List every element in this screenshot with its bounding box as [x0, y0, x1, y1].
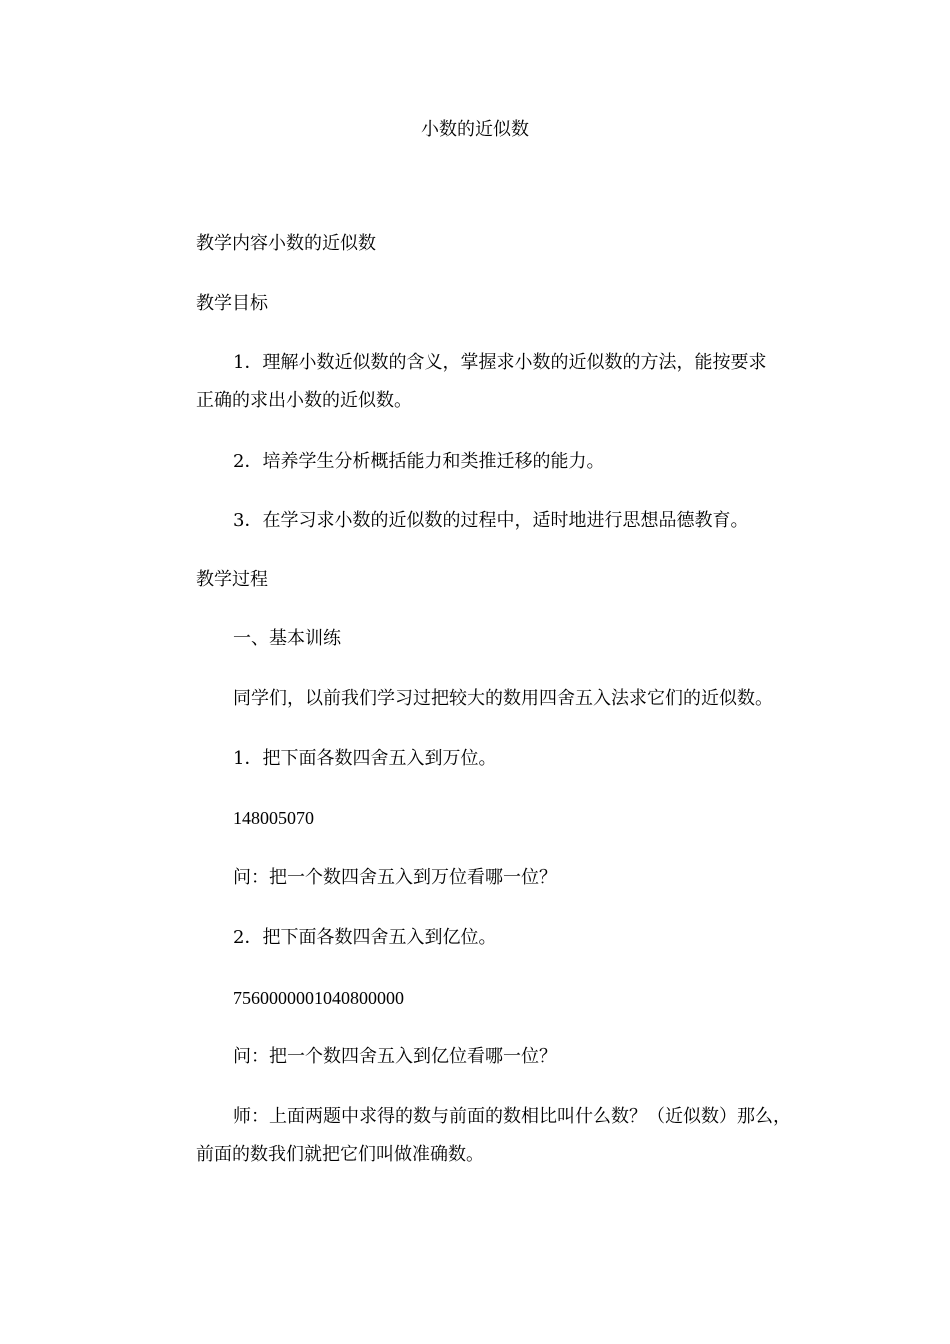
teacher-line-2: 前面的数我们就把它们叫做准确数。: [196, 1144, 484, 1165]
intro-paragraph: 同学们，以前我们学习过把较大的数用四舍五入法求它们的近似数。: [233, 688, 773, 709]
task-1-number: 148005070: [233, 808, 314, 828]
teacher-line-1: 师：上面两题中求得的数与前面的数相比叫什么数？（近似数）那么，: [233, 1106, 791, 1127]
task-1: 1．把下面各数四舍五入到万位。: [233, 748, 497, 769]
process-heading: 教学过程: [196, 569, 268, 590]
goals-heading: 教学目标: [196, 293, 268, 314]
task-2: 2．把下面各数四舍五入到亿位。: [233, 927, 497, 948]
goal-3: 3．在学习求小数的近似数的过程中，适时地进行思想品德教育。: [233, 510, 749, 531]
document-title: 小数的近似数: [421, 119, 529, 140]
goal-1-line-1: 1．理解小数近似数的含义，掌握求小数的近似数的方法，能按要求: [233, 352, 767, 373]
question-2: 问：把一个数四舍五入到亿位看哪一位？: [233, 1046, 557, 1067]
task-2-number: 7560000001040800000: [233, 988, 404, 1008]
goal-1-line-2: 正确的求出小数的近似数。: [196, 390, 412, 411]
goal-2: 2．培养学生分析概括能力和类推迁移的能力。: [233, 451, 605, 472]
question-1: 问：把一个数四舍五入到万位看哪一位？: [233, 867, 557, 888]
section-1-heading: 一、基本训练: [233, 628, 341, 649]
content-heading: 教学内容小数的近似数: [196, 233, 376, 254]
